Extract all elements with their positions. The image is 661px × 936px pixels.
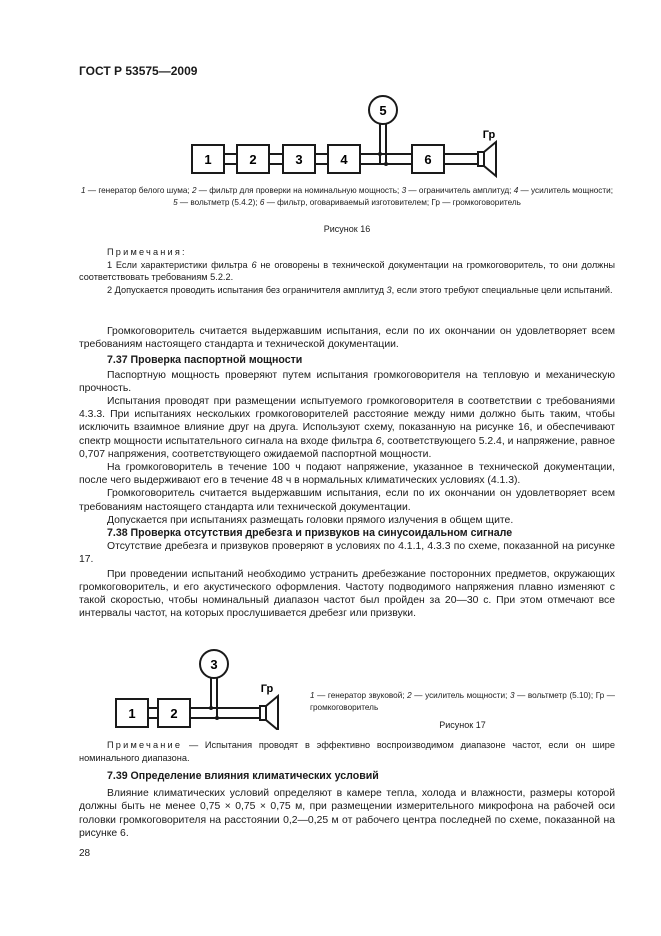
fig16-speaker-label: Гр: [482, 129, 496, 141]
note-17-title: Примечание: [107, 740, 183, 750]
body-text-bottom: [79, 770, 615, 840]
page-number: 28: [79, 848, 91, 859]
document-header: ГОСТ Р 53575—2009: [79, 64, 198, 78]
fig16-label-6: 6: [424, 152, 432, 167]
fig17-label-1: 1: [128, 706, 136, 721]
fig17-speaker-label: Гр: [260, 683, 274, 695]
notes-title: Примечания:: [107, 247, 187, 257]
section-7-37-p2: Испытания проводят при размещении испытуемого громкоговорителя в соответствии с требованиями 4.3.3. При испытаниях нескольких громкоговорителей расстояние между ними должно быть таким, чтобы исключить взаимное влияние друг на друга. Используют схему, показанную на рисунке 16, и обеспечивают спектр мощности испытательного сигнала на входе фильтра 6, соответствующего 5.2.4, и напряжение, равное 0,707 напряжения, соответствующего ожидаемой паспортной мощности.: [79, 396, 615, 460]
fig16-label-2: 2: [249, 152, 257, 167]
section-7-38-p1: Отсутствие дребезга и призвуков проверяют в условиях по 4.1.1, 4.3.3 по схеме, показанной на рисунке 17.: [79, 541, 615, 566]
section-7-39-title: 7.39 Определение влияния климатических условий: [107, 770, 379, 782]
figure-17-diagram: [108, 645, 288, 730]
section-7-37-p5: Допускается при испытаниях размещать головки прямого излучения в общем щите.: [107, 514, 514, 526]
fig16-label-4: 4: [340, 152, 348, 167]
section-7-37-title: 7.37 Проверка паспортной мощности: [107, 354, 303, 367]
fig17-label-3: 3: [210, 657, 218, 672]
section-7-37-p4: Громкоговоритель считается выдержавшим испытания, если по их окончании он удовлетворяет всем требованиям настоящего стандарта или технической документации.: [79, 488, 615, 513]
fig16-label-1: 1: [204, 152, 212, 167]
figure-16-diagram: [185, 93, 505, 181]
figure-17-caption: Рисунок 17: [439, 720, 486, 730]
section-7-38-title: 7.38 Проверка отсутствия дребезга и призвуков на синусоидальном сигнале: [107, 527, 513, 540]
fig16-label-3: 3: [295, 152, 303, 167]
note-2: 2 Допускается проводить испытания без ограничителя амплитуд 3, если этого требуют специальные цели испытаний.: [107, 284, 613, 295]
section-7-37-p3: На громкоговоритель в течение 100 ч подают напряжение, указанное в технической документации, после чего выдерживают его в течение 48 ч в нормальных климатических условиях (4.1.3).: [79, 462, 615, 487]
note-1: 1 Если характеристики фильтра 6 не оговорены в технической документации на громкоговоритель, то они должны соответствовать требованиям 5.2.2.: [79, 259, 615, 283]
paragraph-passed: Громкоговоритель считается выдержавшим испытания, если по их окончании он удовлетворяет всем требованиям настоящего стандарта и технической документации.: [79, 326, 615, 351]
fig16-label-5: 5: [379, 103, 387, 118]
note-figure-17: [79, 739, 615, 764]
section-7-37-p1: Паспортную мощность проверяют путем испытания громкоговорителя на тепловую и механическую прочность.: [79, 369, 615, 394]
fig17-label-2: 2: [170, 706, 178, 721]
figure-16-caption: Рисунок 16: [323, 224, 371, 234]
note-17-text: — Испытания проводят в эффективно воспроизводимом диапазоне частот, если он шире номинального диапазона.: [79, 740, 615, 763]
figure-17-legend: 1 — генератор звуковой; 2 — усилитель мощности; 3 — вольтметр (5.10); Гр — громкоговоритель: [310, 691, 615, 712]
section-7-38-p2: При проведении испытаний необходимо устранить дребезжание посторонних предметов, окружающих громкоговоритель, и его акустического оформления. Частоту подводимого напряжения плавно изменяют с такой скоростью, чтобы номинальный диапазон частот был пройден за 20—30 с. При этом отмечают все интервалы частот, на которых прослушивается дребезг или призвуки.: [79, 568, 615, 620]
body-text-top: [79, 325, 615, 620]
section-7-39-p1: Влияние климатических условий определяют в камере тепла, холода и влажности, размеры которой должны быть не менее 0,75 × 0,75 × 0,75 м, при размещении измерительного микрофона на рабочей оси головки громкоговорителя на расстоянии 0,2—0,25 м от рабочего центра последней по схеме, показанной на рисунке 6.: [79, 788, 615, 839]
notes-figure-16: [79, 246, 615, 296]
figure-16-legend: 1 — генератор белого шума; 2 — фильтр для проверки на номинальную мощность; 3 — ограничитель амплитуд; 4 — усилитель мощности; 5 — вольтметр (5.4.2); 6 — фильтр, оговариваемый изготовителем; Гр — громкоговоритель: [81, 186, 613, 207]
